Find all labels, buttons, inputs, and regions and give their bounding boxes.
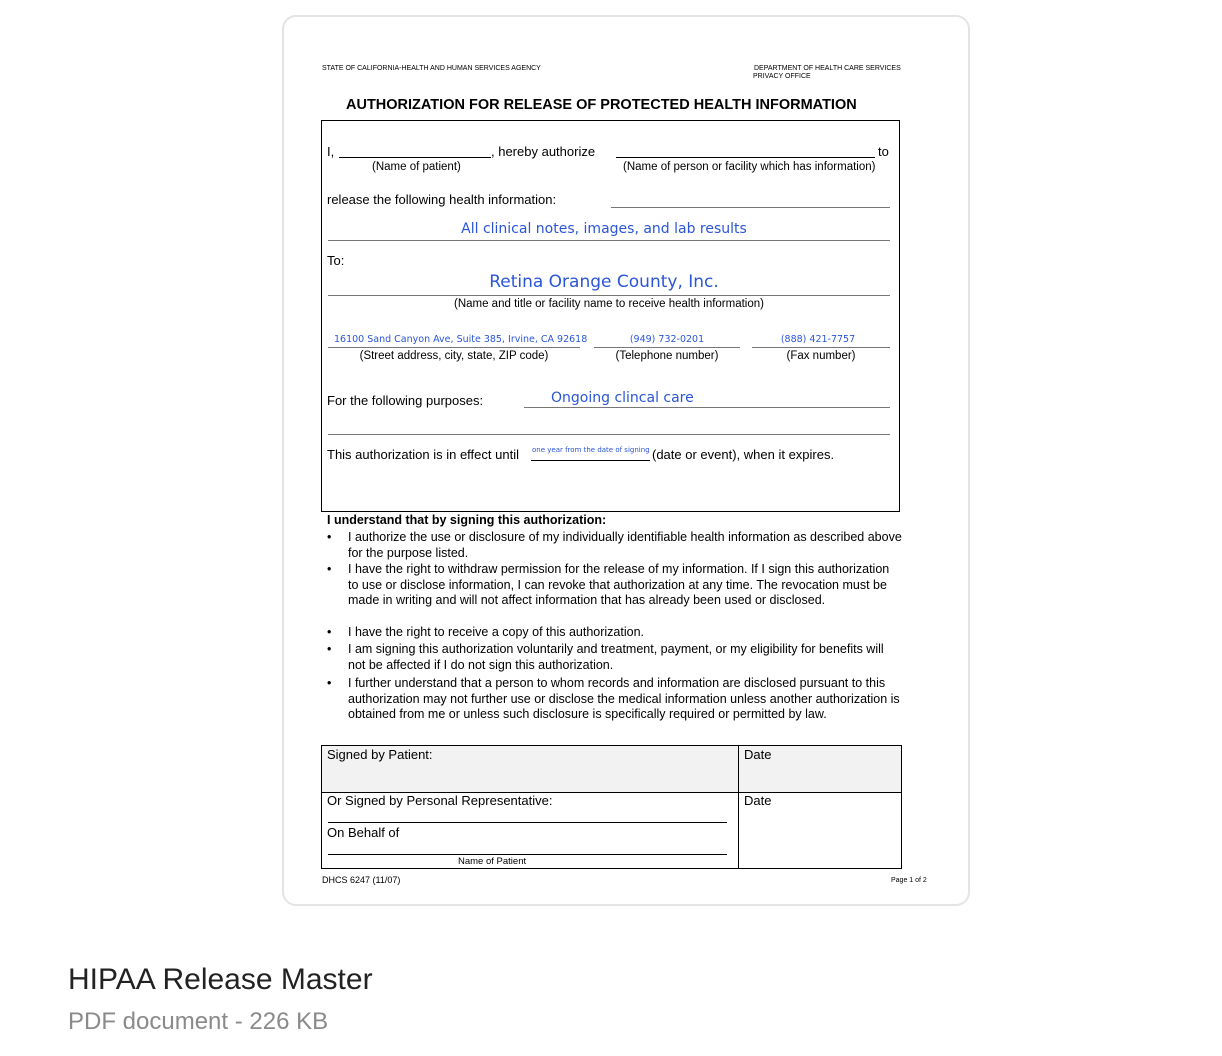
purpose-value[interactable]: Ongoing clincal care bbox=[551, 390, 694, 406]
phone-value[interactable]: (949) 732-0201 bbox=[629, 334, 705, 345]
address-value[interactable]: 16100 Sand Canyon Ave, Suite 385, Irvine, CA 92618 bbox=[334, 334, 588, 345]
caption-recipient: (Name and title or facility name to receive health information) bbox=[453, 298, 764, 310]
caption-name-of-patient: Name of Patient bbox=[458, 856, 527, 867]
label-effect-suffix: (date or event), when it expires. bbox=[652, 447, 835, 462]
agency-left: STATE OF CALIFORNIA-HEALTH AND HUMAN SERVICES AGENCY bbox=[322, 65, 541, 72]
label-on-behalf: On Behalf of bbox=[327, 825, 400, 840]
label-to: to bbox=[878, 144, 889, 159]
label-to-recipient: To: bbox=[327, 253, 345, 268]
recipient-line bbox=[328, 295, 890, 296]
bullet-text: I have the right to receive a copy of this authorization. bbox=[348, 625, 645, 639]
purpose-line bbox=[524, 407, 890, 408]
fax-value[interactable]: (888) 421-7757 bbox=[780, 334, 856, 345]
form-number: DHCS 6247 (11/07) bbox=[322, 875, 401, 885]
phone-line bbox=[594, 347, 740, 348]
agency-right-2: PRIVACY OFFICE bbox=[753, 73, 811, 80]
label-i: I, bbox=[327, 144, 335, 159]
label-hereby: , hereby authorize bbox=[491, 144, 596, 159]
caption-phone: (Telephone number) bbox=[615, 350, 719, 362]
label-date-2: Date bbox=[744, 793, 772, 808]
bullet-text: I have the right to withdraw permission for the release of my information. If I sign this authorization to use or disclose information, I can revoke that authorization at any time. The revocation must be made in writing and will not affect information that has already been used or disclosed. bbox=[348, 562, 890, 607]
form-title: AUTHORIZATION FOR RELEASE OF PROTECTED HEALTH INFORMATION bbox=[346, 97, 857, 113]
effect-value[interactable]: one year from the date of signing bbox=[532, 446, 650, 454]
fax-line bbox=[752, 347, 890, 348]
release-line-2 bbox=[328, 240, 890, 241]
release-line-1[interactable] bbox=[611, 207, 890, 208]
label-release: release the following health information: bbox=[327, 192, 557, 207]
rep-signature-line[interactable] bbox=[328, 822, 727, 823]
agency-right-1: DEPARTMENT OF HEALTH CARE SERVICES bbox=[754, 65, 901, 72]
label-signed-patient: Signed by Patient: bbox=[327, 747, 433, 762]
effect-line bbox=[531, 460, 650, 461]
facility-name-line[interactable] bbox=[616, 157, 875, 158]
understand-heading: I understand that by signing this authorization: bbox=[327, 513, 607, 527]
label-date-1: Date bbox=[744, 747, 772, 762]
purpose-line-2 bbox=[328, 434, 890, 435]
label-signed-rep: Or Signed by Personal Representative: bbox=[327, 793, 553, 808]
bullet-text: I authorize the use or disclosure of my individually identifiable health information as described above for the purpose listed. bbox=[348, 530, 902, 560]
file-name: HIPAA Release Master bbox=[68, 963, 373, 996]
caption-name-patient: (Name of patient) bbox=[372, 161, 461, 173]
file-meta: PDF document - 226 KB bbox=[68, 1008, 329, 1035]
release-value[interactable]: All clinical notes, images, and lab results bbox=[461, 221, 747, 237]
recipient-value[interactable]: Retina Orange County, Inc. bbox=[489, 272, 719, 292]
caption-address: (Street address, city, state, ZIP code) bbox=[359, 350, 549, 362]
label-effect: This authorization is in effect until bbox=[327, 447, 519, 462]
patient-name-line[interactable] bbox=[339, 157, 491, 158]
label-purposes: For the following purposes: bbox=[327, 393, 484, 408]
page-number: Page 1 of 2 bbox=[891, 877, 927, 884]
caption-name-facility: (Name of person or facility which has information) bbox=[623, 161, 876, 173]
caption-fax: (Fax number) bbox=[786, 350, 856, 362]
address-line bbox=[328, 347, 580, 348]
behalf-line[interactable] bbox=[328, 854, 727, 855]
bullet-text: I am signing this authorization voluntarily and treatment, payment, or my eligibility for benefits will not be affected if I do not sign this authorization. bbox=[348, 642, 884, 672]
bullet-text: I further understand that a person to whom records and information are disclosed pursuant to this authorization may not further use or disclose the medical information unless another authorization is obtained from me or unless such disclosure is specifically required or permitted by law. bbox=[348, 676, 900, 721]
signature-divider bbox=[738, 745, 739, 869]
